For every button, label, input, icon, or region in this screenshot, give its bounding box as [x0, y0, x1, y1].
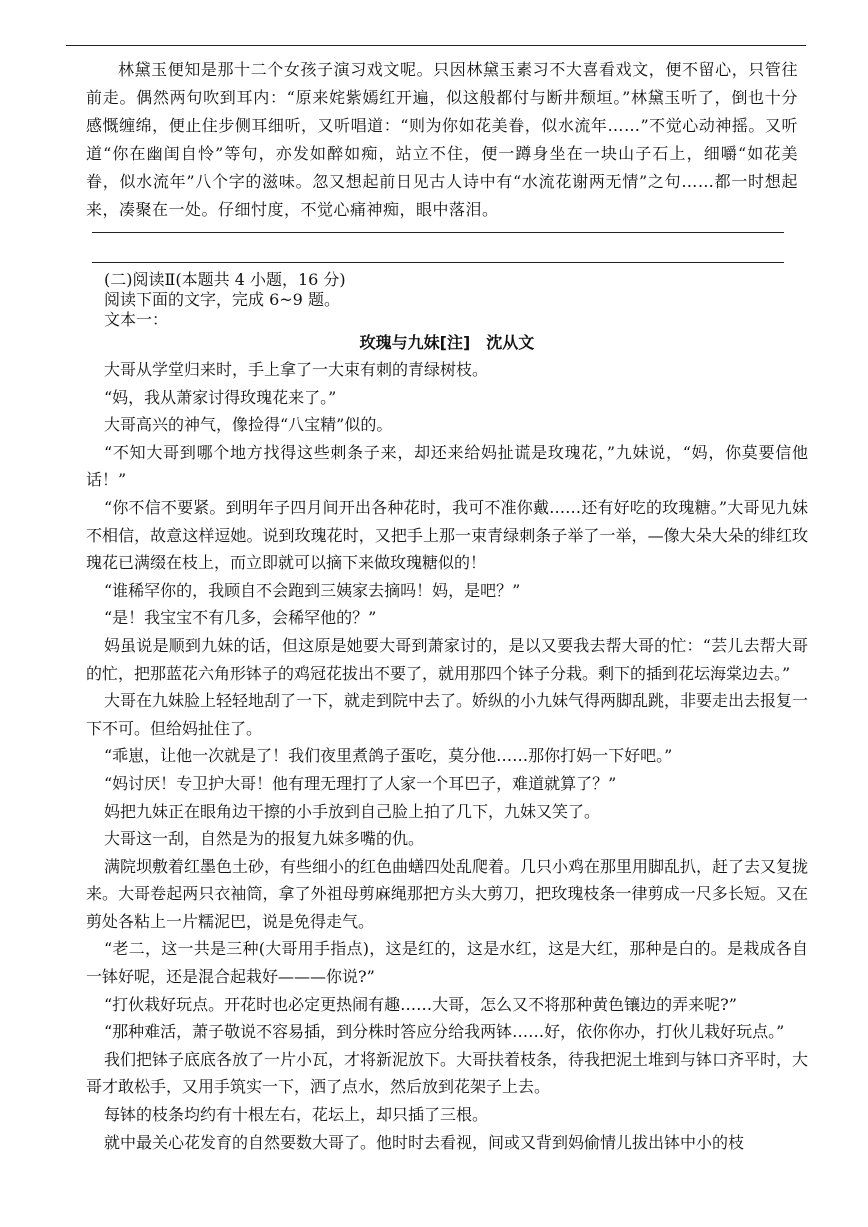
paragraph: 大哥这一刮，自然是为的报复九妹多嘴的仇。	[104, 829, 425, 849]
paragraph: 大哥高兴的神气，像捡得“八宝精”似的。	[104, 415, 393, 435]
paragraph: “乖崽，让他一次就是了！我们夜里煮鸽子蛋吃，莫分他……那你打妈一下好吧。”	[104, 746, 673, 766]
paragraph: “那种难活，萧子敬说不容易插，到分株时答应分给我两钵……好，依你你办，打伙儿栽好玩点。”	[104, 1022, 785, 1042]
section-top-rule	[92, 262, 784, 263]
paragraph: 妈虽说是顺到九妹的话，但这原是她要大哥到萧家讨的，是以又要我去帮大哥的忙：“芸儿去帮大哥的忙，把那蓝花六角形钵子的鸡冠花拔出不要了，就用那四个钵子分栽。剩下的插到花坛海棠边去。”	[86, 635, 808, 683]
paragraph: “老二，这一共是三种(大哥用手指点)，这是红的，这是水红，这是大红，那种是白的。是栽成各自一钵好呢，还是混合起栽好———你说?”	[86, 939, 808, 987]
paragraph: “打伙栽好玩点。开花时也必定更热闹有趣……大哥，怎么又不将那种黄色镶边的弄来呢?”	[104, 994, 737, 1014]
section-instruction: 阅读下面的文字，完成 6~9 题。	[104, 290, 340, 309]
paragraph: “不知大哥到哪个地方找得这些刺条子来，却还来给妈扯谎是玫瑰花，”九妹说，“妈，你莫要信他话！”	[86, 442, 808, 490]
article-title: 玫瑰与九妹[注] 沈从文	[359, 333, 535, 352]
paragraph: 大哥在九妹脸上轻轻地刮了一下，就走到院中去了。娇纵的小九妹气得两脚乱跳，非要走出去报复一下不可。但给妈扯住了。	[86, 691, 809, 738]
paragraph: 我们把钵子底底各放了一片小瓦，才将新泥放下。大哥扶着枝条，待我把泥土堆到与钵口齐平时，大哥才敢松手，又用手筑实一下，洒了点水，然后放到花架子上去。	[86, 1049, 809, 1097]
paragraph: 妈把九妹正在眼角边干擦的小手放到自己脸上拍了几下，九妹又笑了。	[104, 801, 601, 821]
paragraph: 满院坝敷着红墨色土砂，有些细小的红色曲蟮四处乱爬着。几只小鸡在那里用脚乱扒，赶了去又复拢来。大哥卷起两只衣袖筒，拿了外祖母剪麻绳那把方头大剪刀，把玫瑰枝条一律剪成一尺多长短。又在剪处各粘上一片糯泥巴，说是免得走气。	[86, 856, 809, 931]
paragraph: 大哥从学堂归来时，手上拿了一大束有刺的青绿树枝。	[104, 360, 489, 379]
paragraph: “谁稀罕你的，我顾自不会跑到三姨家去摘吗！妈，是吧？”	[104, 580, 521, 600]
excerpt-paragraph: 林黛玉便知是那十二个女孩子演习戏文呢。只因林黛玉素习不大喜看戏文，便不留心，只管往前走。偶然两句吹到耳内：“原来姹紫嫣红开遍，似这般都付与断井颓垣。”林黛玉听了，倒也十分感慨缠绵，便止住步侧耳细听，又听唱道：“则为你如花美眷，似水流年……”不觉心动神摇。又听道“你在幽闺自怜”等句，亦发如醉如痴，站立不住，便一蹲身坐在一块山子石上，细嚼“如花美眷，似水流年”八个字的滋味。忽又想起前日见古人诗中有“水流花谢两无情”之句……都一时想起来，凑聚在一处。仔细忖度，不觉心痛神痴，眼中落泪。	[86, 60, 798, 219]
top-rule	[66, 45, 806, 46]
reading-section	[86, 270, 808, 1156]
paragraph: 每钵的枝条均约有十根左右，花坛上，却只插了三根。	[104, 1105, 489, 1125]
excerpt-bottom-rule	[92, 232, 784, 233]
paragraph: 就中最关心花发育的自然要数大哥了。他时时去看视，间或又背到妈偷情儿拔出钵中小的枝	[104, 1132, 745, 1152]
section-heading: (二)阅读Ⅱ(本题共 4 小题，16 分)	[104, 270, 346, 289]
paragraph: “你不信不要紧。到明年子四月间开出各种花时，我可不准你戴……还有好吃的玫瑰糖。”大哥见九妹不相信，故意这样逗她。说到玫瑰花时，又把手上那一束青绿刺条子举了一举，—像大朵大朵的绯红玫瑰花已满缀在枝上，而立即就可以摘下来做玫瑰糖似的！	[86, 497, 808, 573]
paragraph: “妈，我从萧家讨得玫瑰花来了。”	[104, 387, 337, 407]
paragraph: “是！我宝宝不有几多，会稀罕他的？”	[104, 608, 377, 628]
text-label: 文本一：	[104, 310, 169, 329]
paragraph: “妈讨厌！专卫护大哥！他有理无理打了人家一个耳巴子，难道就算了？”	[104, 773, 617, 793]
